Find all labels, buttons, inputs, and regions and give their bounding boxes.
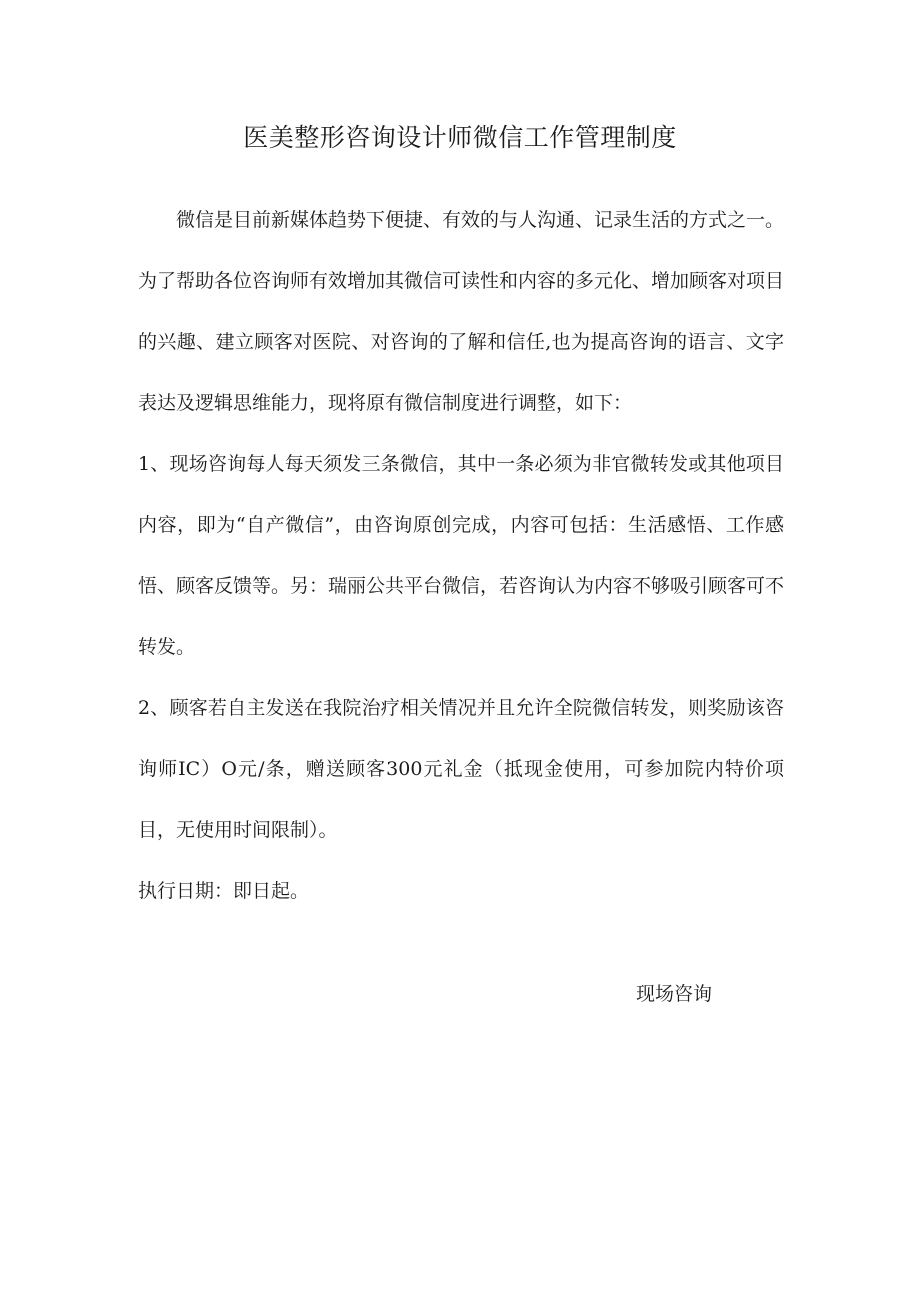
rule-item-2: 2、顾客若自主发送在我院治疗相关情况并且允许全院微信转发，则奖励该咨询师IC）O元/条，赠送顾客300元礼金（抵现金使用，可参加院内特价项目，无使用时间限制）。	[138, 697, 784, 841]
document-title: 医美整形咨询设计师微信工作管理制度	[243, 123, 677, 152]
rule-item-1: 1、现场咨询每人每天须发三条微信，其中一条必须为非官微转发或其他项目内容，即为“自产微信”，由咨询原创完成，内容可包括：生活感悟、工作感悟、顾客反馈等。另：瑞丽公共平台微信，若咨询认为内容不够吸引顾客可不转发。	[138, 453, 785, 658]
signature: 现场咨询	[636, 983, 713, 1005]
effective-date: 执行日期：即日起。	[138, 880, 310, 902]
intro-paragraph: 微信是目前新媒体趋势下便捷、有效的与人沟通、记录生活的方式之一。为了帮助各位咨询师有效增加其微信可读性和内容的多元化、增加顾客对项目的兴趣、建立顾客对医院、对咨询的了解和信任,也为提高咨询的语言、文字表达及逻辑思维能力，现将原有微信制度进行调整，如下：	[138, 209, 785, 414]
document-body	[138, 190, 784, 922]
